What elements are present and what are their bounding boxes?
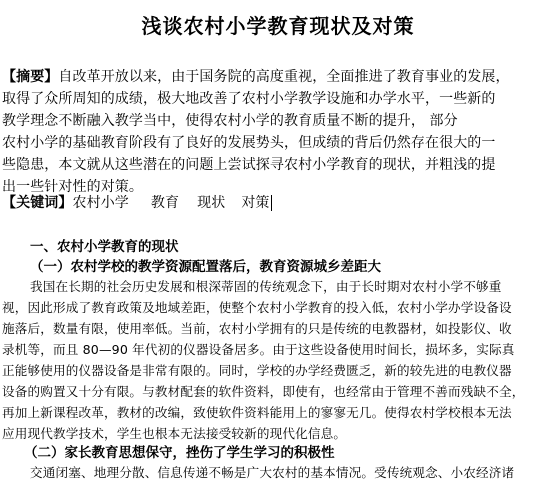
keywords-line bbox=[2, 194, 272, 212]
abstract-label: 【摘要】 bbox=[2, 69, 59, 85]
abstract-line-5: 些隐患，本文就从这些潜在的问题上尝试探寻农村小学教育的现状，并粗浅的提 bbox=[2, 157, 496, 173]
paragraph-line: 正能够使用的仪器设备是非常有限的。同时，学校的办学经费匮乏，新的较先进的电教仪器 bbox=[2, 363, 512, 378]
abstract-text: 自改革开放以来，由于国务院的高度重视，全面推进了教育事业的发展， bbox=[58, 69, 510, 85]
abstract-line-3: 教学理念不断融入教学当中，使得农村小学的教育质量不断的提升， 部分 bbox=[2, 113, 458, 129]
keyword: 教育 bbox=[150, 195, 180, 211]
page-title: 浅谈农村小学教育现状及对策 bbox=[141, 14, 415, 38]
paragraph-line: 施落后，数量有限，使用率低。当前，农村小学拥有的只是传统的电教器材，如投影仪、收 bbox=[2, 321, 512, 336]
keyword: 现状 bbox=[197, 195, 226, 211]
paragraph-line: 录机等，而且 80—90 年代初的仪器设备居多。由于这些设备使用时间长，损坏多，实际真 bbox=[2, 342, 515, 357]
subsection-heading: （二）家长教育思想保守，挫伤了学生学习的积极性 bbox=[24, 445, 335, 461]
abstract-line-4: 农村小学的基础教育阶段有了良好的发展势头，但成绩的背后仍然存在很大的一 bbox=[2, 135, 496, 151]
keyword: 农村小学 bbox=[72, 195, 129, 211]
section-heading: 一、农村小学教育的现状 bbox=[30, 239, 179, 255]
keyword: 对策 bbox=[241, 195, 270, 211]
keywords-label: 【关键词】 bbox=[2, 195, 73, 211]
abstract-line-2: 取得了众所周知的成绩，极大地改善了农村小学教学设施和办学水平，一些新的 bbox=[2, 91, 496, 107]
paragraph-line: 再加上新课程改革，教材的改编，致使软件资料能用上的寥寥无几。使得农村学校根本无法 bbox=[2, 405, 512, 420]
paragraph-line: 交通闭塞、地理分散、信息传递不畅是广大农村的基本情况。受传统观念、小农经济诸 bbox=[30, 465, 515, 480]
text-cursor bbox=[271, 195, 272, 211]
paragraph-line: 设备的购置又十分有限。与教材配套的软件资料，即使有，也经常由于管理不善而残缺不全， bbox=[2, 384, 525, 399]
abstract-line-6: 出一些针对性的对策。 bbox=[2, 179, 143, 195]
paragraph-line: 我国在长期的社会历史发展和根深蒂固的传统观念下，由于长时期对农村小学不够重 bbox=[30, 279, 502, 294]
paragraph-line: 应用现代教学技术，学生也根本无法接受较新的现代化信息。 bbox=[2, 426, 347, 441]
abstract-line-1 bbox=[2, 68, 510, 86]
paragraph-line: 视，因此形成了教育政策及地域差距，使整个农村小学教育的投入低，农村小学办学设备设 bbox=[2, 300, 512, 315]
subsection-heading: （一）农村学校的教学资源配置落后，教育资源城乡差距大 bbox=[30, 259, 381, 275]
